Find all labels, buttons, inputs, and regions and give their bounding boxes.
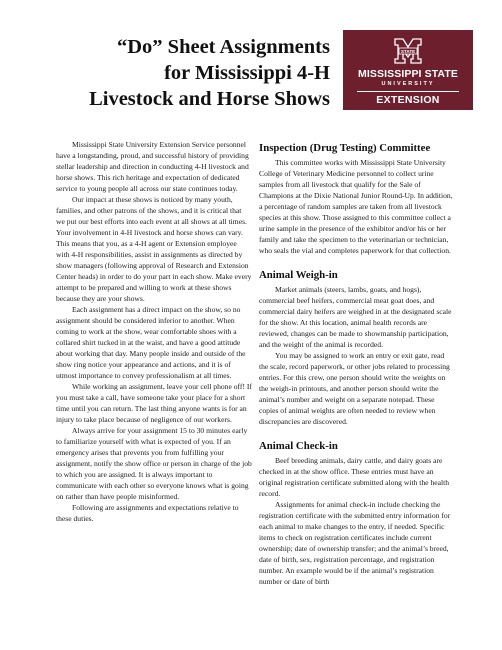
msu-extension-logo	[343, 30, 473, 110]
section-paragraph: This committee works with Mississippi State University College of Veterinary Medicine personnel to collect urine samples from all livestock that qualify for the Sale of Champions at the Dixie National Junior Round-Up. In addition, a percentage of random samples are taken from all livestock species at this show. Those assigned to this committee collect a urine sample in the presence of the exhibitor and/or his or her family and take the specimen to the veterinarian or technician, who seals the vial and completes paperwork for that collection.	[259, 158, 453, 255]
intro-paragraph: Our impact at these shows is noticed by many youth, families, and other patrons of the shows, and it is critical that we put our best efforts into each event at all shows at all times. Your involvement in 4-H livestock and horse shows can vary. This means that you, as a 4-H agent or Extension employee with 4-H responsibilities, assist in assignments as directed by show managers (following approval of Research and Extension Center heads) in order to do your part in each show. Make every attempt to be prepared and willing to work at these shows because they are your shows.	[56, 195, 252, 303]
document-title	[30, 34, 330, 112]
section-paragraph: You may be assigned to work an entry or exit gate, read the scale, record paperwork, or other jobs related to processing entries. For this crew, one person should write the weights on the weigh-in printouts, and another person should write the animal’s number and weight on a separate notepad. These copies of animal weights are often needed to review when discrepancies are discovered.	[259, 351, 450, 426]
right-column	[259, 142, 455, 587]
intro-paragraph: Each assignment has a direct impact on the show, so no assignment should be considered inferior to another. When coming to work at the show, wear comfortable shoes with a collared shirt tucked in at the waist, and have a good attitude about working that day. Many people inside and outside of the show ring notice your appearance and actions, and it is of utmost importance to convey professionalism at all times.	[56, 305, 246, 380]
title-line: for Mississippi 4-H	[164, 62, 330, 84]
logo-extension-word: EXTENSION	[376, 94, 440, 106]
section-heading-check-in: Animal Check-in	[259, 440, 338, 452]
section-heading-weigh-in: Animal Weigh-in	[259, 269, 338, 281]
intro-paragraph: Always arrive for your assignment 15 to 30 minutes early to familiarize yourself with what is expected of you. If an emergency arises that prevents you from fulfilling your assignment, notify the show office or person in charge of the job to which you are assigned. It is always important to communicate with each other so everyone knows what is going on rather than have people misinformed.	[56, 426, 252, 501]
left-column	[56, 139, 252, 524]
logo-university-name: MISSISSIPPI STATE	[358, 68, 458, 80]
title-line: “Do” Sheet Assignments	[117, 36, 330, 58]
intro-paragraph: Mississippi State University Extension Service personnel have a longstanding, proud, and successful history of providing stellar leadership and direction in conducting 4-H livestock and horse shows. This rich heritage and expectation of dedicated service to young people all across our state continues today.	[56, 140, 249, 193]
logo-divider	[357, 91, 459, 92]
logo-mark-text: STATE	[400, 48, 416, 54]
intro-paragraph: While working an assignment, leave your cell phone off! If you must take a call, have someone take your place for a short time until you can return. The last thing anyone wants is for an injury to take place because of negligence of our workers.	[56, 382, 252, 424]
section-paragraph: Assignments for animal check-in include checking the registration certificate with the submitted entry information for each animal to make changes to the entry, if needed. Specific items to check on registration certificates include current ownership; date of ownership transfer; and the animal’s breed, date of birth, sex, registration percentage, and registration number. An example would be if the animal’s registration number or date of birth	[259, 500, 451, 586]
section-heading-inspection: Inspection (Drug Testing) Committee	[259, 142, 431, 154]
section-paragraph: Market animals (steers, lambs, goats, and hogs), commercial beef heifers, commercial meat goat does, and commercial dairy heifers are weighed in at the designated scale for the show. At this location, animal health records are reviewed, changes can be made to showmanship participation, and the weight of the animal is recorded.	[259, 285, 452, 349]
logo-university-word: UNIVERSITY	[381, 81, 435, 87]
title-line: Livestock and Horse Shows	[89, 88, 330, 110]
intro-paragraph: Following are assignments and expectations relative to these duties.	[56, 503, 239, 523]
msu-m-emblem-icon	[393, 37, 423, 65]
section-paragraph: Beef breeding animals, dairy cattle, and dairy goats are checked in at the show office. These entries must have an original registration certificate submitted along with the health record.	[259, 456, 449, 498]
